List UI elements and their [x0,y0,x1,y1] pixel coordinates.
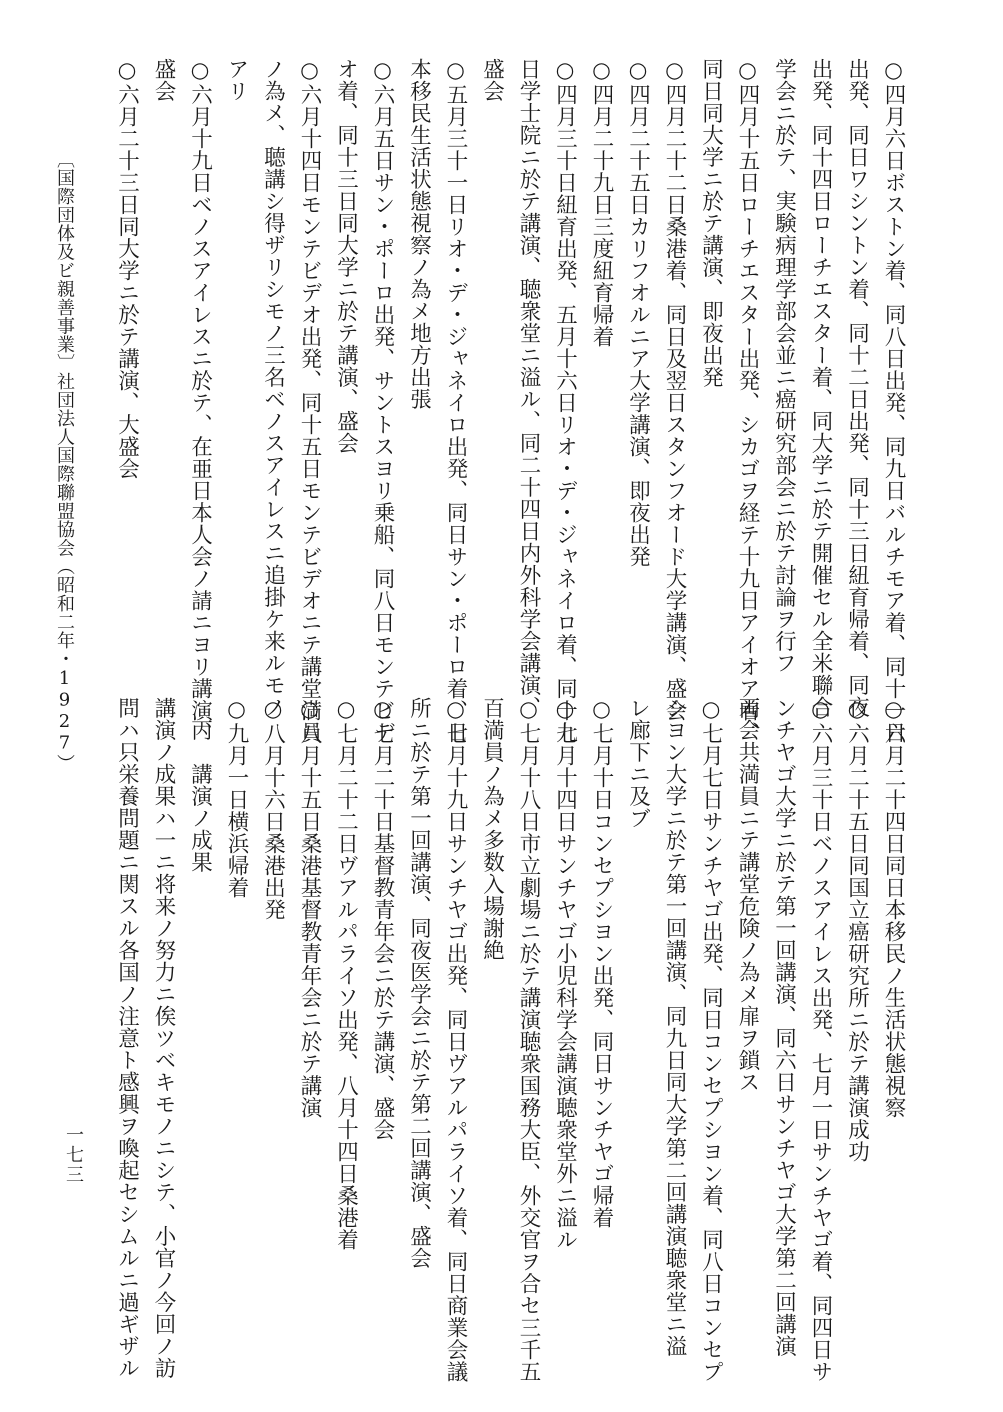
text-line: 学会ニ於テ、実験病理学部会並ニ癌研究部会ニ於テ討論ヲ行フ [771,58,797,674]
text-line: ○七月七日サンチヤゴ出発、同日コンセプシヨン着、同八日コンセプ [698,697,724,1383]
text-line: 日学士院ニ於テ講演、聴衆堂ニ溢ル、同二十四日内外科学会講演、 [516,58,541,718]
text-line: 講演ノ成果ハ一ニ将来ノ努力ニ俟ツベキモノニシテ、小官ノ今回ノ訪 [151,697,176,1379]
text-column-top [108,58,911,744]
text-line: 本移民生活状態視察ノ為メ地方出張 [406,58,432,410]
text-line: 両会共満員ニテ講堂危険ノ為メ扉ヲ鎖ス [735,697,760,1093]
text-line: ○六月二十三日同大学ニ於テ講演、大盛会 [114,58,140,480]
header-section: 〔国際団体及ビ親善事業〕 [54,150,75,372]
text-line: ノ為メ、聴講シ得ザリシモノ三名ベノスアイレスニ追掛ケ来ルモノ [260,58,286,718]
text-line: アリ [224,58,249,102]
text-line: オ着、同十三日同大学ニ於テ講演、盛会 [333,58,359,454]
text-line: ○六月十九日ベノスアイレスニ於テ、在亜日本人会ノ請ニヨリ講演、 [187,58,213,744]
text-line: ○六月二十四日同日本移民ノ生活状態視察 [881,697,906,1119]
text-line: ○七月十四日サンチヤゴ小児科学会講演聴衆堂外ニ溢ル [552,697,578,1251]
text-line: 出発、同日ワシントン着、同十二日出発、同十三日紐育帰着、同夜 [844,58,870,718]
text-line: ○七月十八日市立劇場ニ於テ講演聴衆国務大臣、外交官ヲ合セ三千五 [516,697,541,1383]
text-line: ○六月二十五日同国立癌研究所ニ於テ講演成功 [844,697,870,1163]
text-line: ○四月十五日ローチエスター出発、シカゴヲ経テ十九日アイオア着、 [735,58,760,744]
text-line: ○七月十日コンセプシヨン出発、同日サンチヤゴ帰着 [589,697,614,1229]
text-line: 盛会 [479,58,505,102]
text-line: 百満員ノ為メ多数入場謝絶 [479,697,505,961]
text-line: 所ニ於テ第一回講演、同夜医学会ニ於テ第二回講演、盛会 [406,697,432,1269]
text-line: ○八月十五日桑港基督教青年会ニ於テ講演 [297,697,322,1119]
text-line: ○四月二十二日桑港着、同日及翌日スタンフオード大学講演、盛会 [662,58,687,722]
text-column-bottom [108,697,911,1383]
text-line: 同日同大学ニ於テ講演、即夜出発 [698,58,724,388]
text-line: ○四月六日ボストン着、同八日出発、同九日バルチモア着、同十一日 [881,58,906,744]
page-number: 一七三 [63,1125,84,1185]
text-line: レ廊下ニ及ブ [625,697,651,829]
text-line: ○九月一日横浜帰着 [224,697,249,899]
text-line: ○四月二十五日カリフオルニア大学講演、即夜出発 [625,58,651,568]
text-line: ○六月十四日モンテビデオ出発、同十五日モンテビデオニテ講堂満員 [297,58,322,744]
text-line: ンチヤゴ大学ニ於テ第一回講演、同六日サンチヤゴ大学第二回講演 [771,697,797,1357]
header-year: （昭和二年・1927） [54,557,75,773]
text-line: ○四月三十日紐育出発、五月十六日リオ・デ・ジャネイロ着、同十九 [552,58,578,744]
text-line: 丙 講演ノ成果 [187,697,213,873]
text-line: ○六月五日サン・ポーロ出発、サントスヨリ乗船、同八日モンテビデ [370,58,395,744]
text-line: ○七月二十日基督教青年会ニ於テ講演、盛会 [370,697,395,1141]
text-line: ○四月二十九日三度紐育帰着 [589,58,614,348]
text-line: 出発、同十四日ローチエスター着、同大学ニ於テ開催セル全米聯合 [808,58,833,718]
text-line: ○七月二十二日ヴアルパライソ出発、八月十四日桑港着 [333,697,359,1251]
running-header [52,150,76,773]
text-line: シヨン大学ニ於テ第一回講演、同九日同大学第二回講演聴衆堂ニ溢 [662,697,687,1357]
header-organization: 社団法人国際聯盟協会 [54,372,75,557]
text-line: 問ハ只栄養問題ニ関スル各国ノ注意ト感興ヲ喚起セシムルニ過ギザル [114,697,140,1379]
text-line: ○六月三十日ベノスアイレス出発、七月一日サンチヤゴ着、同四日サ [808,697,833,1383]
text-line: ○八月十六日桑港出発 [260,697,286,921]
text-line: 盛会 [151,58,176,102]
text-line: ○五月三十一日リオ・デ・ジャネイロ出発、同日サン・ポーロ着、日 [443,58,468,744]
text-line: ○七月十九日サンチヤゴ出発、同日ヴアルパライソ着、同日商業会議 [443,697,468,1383]
